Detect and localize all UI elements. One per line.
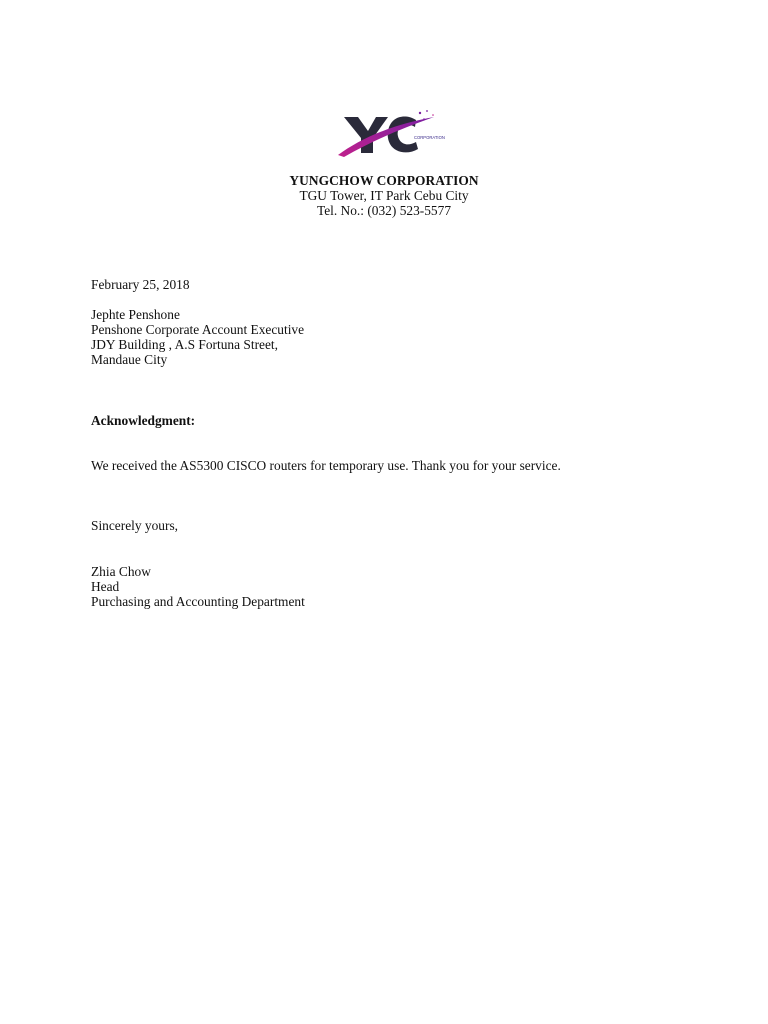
signer-name: Zhia Chow [91, 564, 151, 579]
letter-subject: Acknowledgment: [91, 413, 196, 428]
letter-closing: Sincerely yours, [91, 518, 179, 533]
company-name: YUNGCHOW CORPORATION [289, 173, 479, 188]
letter-date: February 25, 2018 [91, 277, 190, 292]
letter-body: We received the AS5300 CISCO routers for temporary use. Thank you for your service. [91, 458, 561, 473]
signer-department: Purchasing and Accounting Department [91, 594, 305, 609]
recipient-title: Penshone Corporate Account Executive [91, 322, 305, 337]
recipient-address-line2: Mandaue City [91, 352, 168, 367]
company-logo [330, 105, 446, 159]
recipient-name: Jephte Penshone [91, 307, 180, 322]
company-telephone: Tel. No.: (032) 523-5577 [316, 203, 452, 218]
logo-subtext: CORPORATION [414, 135, 445, 140]
recipient-address-line1: JDY Building , A.S Fortuna Street, [91, 337, 278, 352]
signer-title: Head [91, 579, 120, 594]
company-address: TGU Tower, IT Park Cebu City [299, 188, 469, 203]
